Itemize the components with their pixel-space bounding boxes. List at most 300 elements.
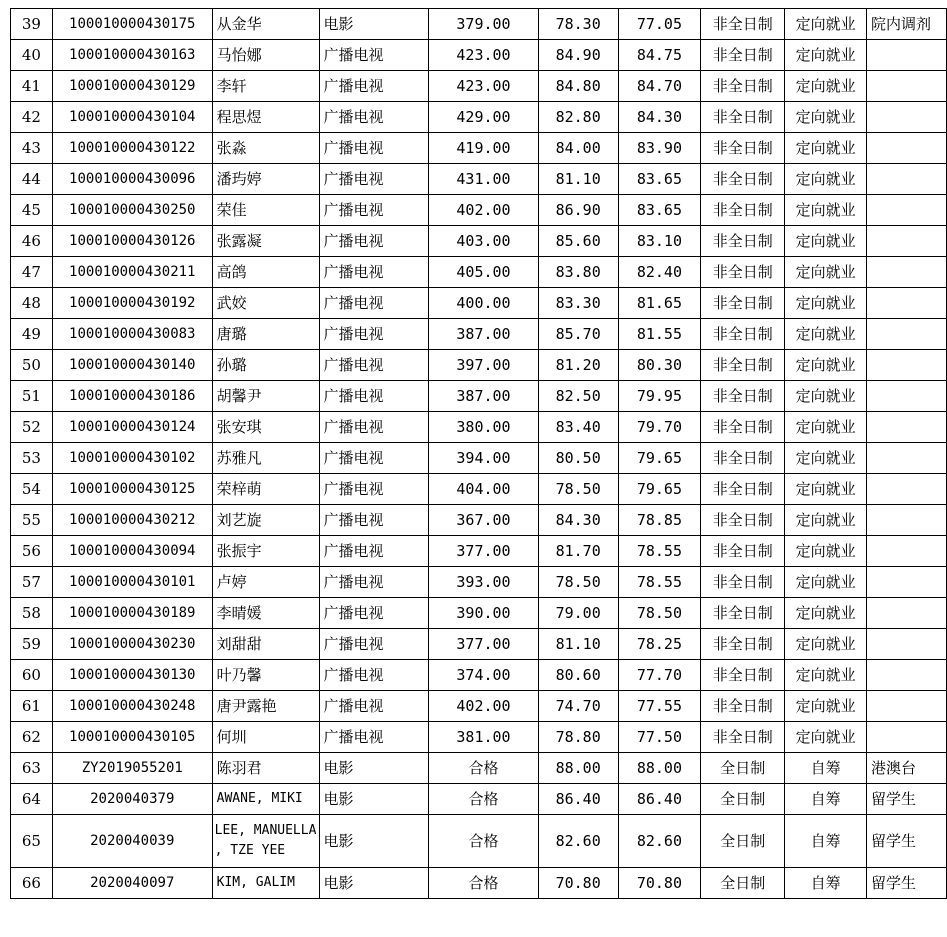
major-cell: 广播电视	[319, 195, 429, 226]
retest-score-cell: 85.70	[538, 319, 618, 350]
study-mode-cell: 全日制	[701, 753, 785, 784]
study-mode-cell: 非全日制	[701, 102, 785, 133]
exam-id-cell: 100010000430230	[52, 629, 212, 660]
employment-type-cell: 定向就业	[785, 9, 867, 40]
retest-score-cell: 79.00	[538, 598, 618, 629]
exam-id-cell: 100010000430096	[52, 164, 212, 195]
study-mode-cell: 全日制	[701, 815, 785, 868]
employment-type-cell: 定向就业	[785, 505, 867, 536]
major-cell: 广播电视	[319, 133, 429, 164]
remark-cell	[867, 102, 947, 133]
preliminary-score-cell: 419.00	[429, 133, 539, 164]
exam-id-cell: 100010000430250	[52, 195, 212, 226]
retest-score-cell: 78.50	[538, 474, 618, 505]
employment-type-cell: 定向就业	[785, 381, 867, 412]
student-name-cell: 何圳	[212, 722, 319, 753]
row-number-cell: 50	[11, 350, 53, 381]
retest-score-cell: 81.20	[538, 350, 618, 381]
exam-id-cell: 100010000430192	[52, 288, 212, 319]
total-score-cell: 83.90	[618, 133, 701, 164]
major-cell: 广播电视	[319, 691, 429, 722]
total-score-cell: 79.70	[618, 412, 701, 443]
row-number-cell: 44	[11, 164, 53, 195]
major-cell: 电影	[319, 868, 429, 899]
major-cell: 电影	[319, 815, 429, 868]
row-number-cell: 55	[11, 505, 53, 536]
remark-cell	[867, 195, 947, 226]
study-mode-cell: 非全日制	[701, 412, 785, 443]
retest-score-cell: 83.40	[538, 412, 618, 443]
row-number-cell: 54	[11, 474, 53, 505]
employment-type-cell: 定向就业	[785, 195, 867, 226]
employment-type-cell: 定向就业	[785, 40, 867, 71]
exam-id-cell: 100010000430083	[52, 319, 212, 350]
study-mode-cell: 非全日制	[701, 598, 785, 629]
remark-cell: 留学生	[867, 815, 947, 868]
admission-results-table	[10, 8, 947, 899]
exam-id-cell: 100010000430211	[52, 257, 212, 288]
student-name-cell: 高鸽	[212, 257, 319, 288]
preliminary-score-cell: 合格	[429, 815, 539, 868]
student-name-cell: 马怡娜	[212, 40, 319, 71]
student-name-cell: 武姣	[212, 288, 319, 319]
remark-cell	[867, 598, 947, 629]
table-row	[11, 629, 947, 660]
exam-id-cell: 100010000430140	[52, 350, 212, 381]
employment-type-cell: 定向就业	[785, 226, 867, 257]
preliminary-score-cell: 431.00	[429, 164, 539, 195]
major-cell: 广播电视	[319, 443, 429, 474]
major-cell: 广播电视	[319, 350, 429, 381]
row-number-cell: 48	[11, 288, 53, 319]
retest-score-cell: 88.00	[538, 753, 618, 784]
student-name-cell: 李轩	[212, 71, 319, 102]
remark-cell	[867, 381, 947, 412]
employment-type-cell: 定向就业	[785, 257, 867, 288]
employment-type-cell: 定向就业	[785, 660, 867, 691]
remark-cell	[867, 536, 947, 567]
student-name-cell: 张露凝	[212, 226, 319, 257]
student-name-cell: 从金华	[212, 9, 319, 40]
student-name-cell: 刘艺旋	[212, 505, 319, 536]
preliminary-score-cell: 387.00	[429, 381, 539, 412]
student-name-cell: AWANE, MIKI	[212, 784, 319, 815]
major-cell: 广播电视	[319, 102, 429, 133]
exam-id-cell: 100010000430122	[52, 133, 212, 164]
table-row	[11, 164, 947, 195]
preliminary-score-cell: 374.00	[429, 660, 539, 691]
row-number-cell: 63	[11, 753, 53, 784]
retest-score-cell: 78.80	[538, 722, 618, 753]
preliminary-score-cell: 合格	[429, 753, 539, 784]
preliminary-score-cell: 397.00	[429, 350, 539, 381]
preliminary-score-cell: 405.00	[429, 257, 539, 288]
preliminary-score-cell: 393.00	[429, 567, 539, 598]
student-name-cell: 孙璐	[212, 350, 319, 381]
preliminary-score-cell: 390.00	[429, 598, 539, 629]
table-row	[11, 784, 947, 815]
table-row	[11, 691, 947, 722]
major-cell: 广播电视	[319, 536, 429, 567]
major-cell: 广播电视	[319, 288, 429, 319]
row-number-cell: 60	[11, 660, 53, 691]
retest-score-cell: 81.10	[538, 629, 618, 660]
row-number-cell: 61	[11, 691, 53, 722]
major-cell: 广播电视	[319, 660, 429, 691]
table-row	[11, 598, 947, 629]
total-score-cell: 78.55	[618, 567, 701, 598]
total-score-cell: 77.55	[618, 691, 701, 722]
exam-id-cell: 100010000430186	[52, 381, 212, 412]
total-score-cell: 86.40	[618, 784, 701, 815]
row-number-cell: 59	[11, 629, 53, 660]
exam-id-cell: 100010000430104	[52, 102, 212, 133]
retest-score-cell: 86.90	[538, 195, 618, 226]
remark-cell	[867, 257, 947, 288]
study-mode-cell: 非全日制	[701, 567, 785, 598]
exam-id-cell: 100010000430189	[52, 598, 212, 629]
row-number-cell: 65	[11, 815, 53, 868]
major-cell: 广播电视	[319, 40, 429, 71]
table-row	[11, 722, 947, 753]
row-number-cell: 45	[11, 195, 53, 226]
row-number-cell: 46	[11, 226, 53, 257]
student-name-cell: 唐璐	[212, 319, 319, 350]
remark-cell	[867, 629, 947, 660]
study-mode-cell: 非全日制	[701, 536, 785, 567]
study-mode-cell: 非全日制	[701, 319, 785, 350]
study-mode-cell: 非全日制	[701, 722, 785, 753]
table-row	[11, 226, 947, 257]
student-name-cell: 陈羽君	[212, 753, 319, 784]
remark-cell	[867, 474, 947, 505]
preliminary-score-cell: 377.00	[429, 629, 539, 660]
row-number-cell: 58	[11, 598, 53, 629]
major-cell: 广播电视	[319, 319, 429, 350]
remark-cell	[867, 133, 947, 164]
major-cell: 广播电视	[319, 226, 429, 257]
employment-type-cell: 定向就业	[785, 691, 867, 722]
employment-type-cell: 自筹	[785, 753, 867, 784]
preliminary-score-cell: 合格	[429, 784, 539, 815]
exam-id-cell: 100010000430175	[52, 9, 212, 40]
table-row	[11, 350, 947, 381]
total-score-cell: 79.95	[618, 381, 701, 412]
remark-cell: 港澳台	[867, 753, 947, 784]
table-row	[11, 381, 947, 412]
exam-id-cell: 100010000430130	[52, 660, 212, 691]
exam-id-cell: 100010000430101	[52, 567, 212, 598]
remark-cell	[867, 660, 947, 691]
table-row	[11, 133, 947, 164]
exam-id-cell: 100010000430129	[52, 71, 212, 102]
study-mode-cell: 非全日制	[701, 474, 785, 505]
total-score-cell: 81.55	[618, 319, 701, 350]
employment-type-cell: 自筹	[785, 868, 867, 899]
retest-score-cell: 80.50	[538, 443, 618, 474]
table-row	[11, 195, 947, 226]
row-number-cell: 53	[11, 443, 53, 474]
table-body	[11, 9, 947, 899]
retest-score-cell: 86.40	[538, 784, 618, 815]
table-row	[11, 660, 947, 691]
study-mode-cell: 非全日制	[701, 40, 785, 71]
total-score-cell: 79.65	[618, 443, 701, 474]
total-score-cell: 78.85	[618, 505, 701, 536]
student-name-cell: 胡馨尹	[212, 381, 319, 412]
remark-cell	[867, 164, 947, 195]
preliminary-score-cell: 402.00	[429, 691, 539, 722]
preliminary-score-cell: 377.00	[429, 536, 539, 567]
total-score-cell: 82.40	[618, 257, 701, 288]
table-row	[11, 9, 947, 40]
row-number-cell: 41	[11, 71, 53, 102]
total-score-cell: 83.65	[618, 195, 701, 226]
remark-cell	[867, 443, 947, 474]
study-mode-cell: 非全日制	[701, 505, 785, 536]
total-score-cell: 80.30	[618, 350, 701, 381]
preliminary-score-cell: 403.00	[429, 226, 539, 257]
study-mode-cell: 非全日制	[701, 691, 785, 722]
major-cell: 广播电视	[319, 257, 429, 288]
table-row	[11, 319, 947, 350]
total-score-cell: 78.50	[618, 598, 701, 629]
employment-type-cell: 定向就业	[785, 567, 867, 598]
preliminary-score-cell: 402.00	[429, 195, 539, 226]
retest-score-cell: 70.80	[538, 868, 618, 899]
table-row	[11, 567, 947, 598]
total-score-cell: 88.00	[618, 753, 701, 784]
row-number-cell: 57	[11, 567, 53, 598]
total-score-cell: 70.80	[618, 868, 701, 899]
table-row	[11, 868, 947, 899]
employment-type-cell: 定向就业	[785, 629, 867, 660]
retest-score-cell: 78.30	[538, 9, 618, 40]
row-number-cell: 51	[11, 381, 53, 412]
preliminary-score-cell: 379.00	[429, 9, 539, 40]
study-mode-cell: 非全日制	[701, 133, 785, 164]
exam-id-cell: 100010000430105	[52, 722, 212, 753]
retest-score-cell: 82.80	[538, 102, 618, 133]
retest-score-cell: 82.50	[538, 381, 618, 412]
study-mode-cell: 非全日制	[701, 164, 785, 195]
table-row	[11, 815, 947, 868]
row-number-cell: 62	[11, 722, 53, 753]
student-name-cell: LEE, MANUELLA , TZE YEE	[212, 815, 319, 868]
table-row	[11, 505, 947, 536]
major-cell: 电影	[319, 784, 429, 815]
row-number-cell: 66	[11, 868, 53, 899]
major-cell: 广播电视	[319, 381, 429, 412]
major-cell: 广播电视	[319, 164, 429, 195]
employment-type-cell: 定向就业	[785, 71, 867, 102]
exam-id-cell: 100010000430094	[52, 536, 212, 567]
retest-score-cell: 84.90	[538, 40, 618, 71]
remark-cell	[867, 412, 947, 443]
remark-cell: 留学生	[867, 784, 947, 815]
study-mode-cell: 非全日制	[701, 226, 785, 257]
employment-type-cell: 定向就业	[785, 133, 867, 164]
study-mode-cell: 非全日制	[701, 71, 785, 102]
student-name-cell: 张安琪	[212, 412, 319, 443]
preliminary-score-cell: 404.00	[429, 474, 539, 505]
total-score-cell: 84.30	[618, 102, 701, 133]
exam-id-cell: 100010000430125	[52, 474, 212, 505]
row-number-cell: 52	[11, 412, 53, 443]
major-cell: 广播电视	[319, 505, 429, 536]
exam-id-cell: 2020040097	[52, 868, 212, 899]
table-row	[11, 536, 947, 567]
total-score-cell: 83.10	[618, 226, 701, 257]
table-row	[11, 412, 947, 443]
retest-score-cell: 85.60	[538, 226, 618, 257]
exam-id-cell: 100010000430126	[52, 226, 212, 257]
major-cell: 广播电视	[319, 71, 429, 102]
study-mode-cell: 非全日制	[701, 9, 785, 40]
student-name-cell: 李晴媛	[212, 598, 319, 629]
employment-type-cell: 定向就业	[785, 288, 867, 319]
table-row	[11, 753, 947, 784]
total-score-cell: 81.65	[618, 288, 701, 319]
total-score-cell: 84.75	[618, 40, 701, 71]
study-mode-cell: 非全日制	[701, 350, 785, 381]
table-row	[11, 102, 947, 133]
row-number-cell: 47	[11, 257, 53, 288]
employment-type-cell: 自筹	[785, 815, 867, 868]
retest-score-cell: 81.10	[538, 164, 618, 195]
exam-id-cell: 100010000430124	[52, 412, 212, 443]
preliminary-score-cell: 400.00	[429, 288, 539, 319]
study-mode-cell: 全日制	[701, 784, 785, 815]
retest-score-cell: 82.60	[538, 815, 618, 868]
remark-cell	[867, 505, 947, 536]
employment-type-cell: 定向就业	[785, 598, 867, 629]
row-number-cell: 39	[11, 9, 53, 40]
study-mode-cell: 非全日制	[701, 443, 785, 474]
total-score-cell: 77.70	[618, 660, 701, 691]
preliminary-score-cell: 423.00	[429, 71, 539, 102]
student-name-cell: 潘玙婷	[212, 164, 319, 195]
remark-cell	[867, 691, 947, 722]
preliminary-score-cell: 合格	[429, 868, 539, 899]
preliminary-score-cell: 381.00	[429, 722, 539, 753]
student-name-cell: 荣佳	[212, 195, 319, 226]
preliminary-score-cell: 387.00	[429, 319, 539, 350]
retest-score-cell: 83.30	[538, 288, 618, 319]
table-row	[11, 257, 947, 288]
student-name-cell: 叶乃馨	[212, 660, 319, 691]
study-mode-cell: 非全日制	[701, 660, 785, 691]
employment-type-cell: 自筹	[785, 784, 867, 815]
preliminary-score-cell: 367.00	[429, 505, 539, 536]
retest-score-cell: 80.60	[538, 660, 618, 691]
employment-type-cell: 定向就业	[785, 319, 867, 350]
employment-type-cell: 定向就业	[785, 164, 867, 195]
retest-score-cell: 74.70	[538, 691, 618, 722]
study-mode-cell: 非全日制	[701, 288, 785, 319]
student-name-cell: 刘甜甜	[212, 629, 319, 660]
exam-id-cell: 2020040379	[52, 784, 212, 815]
remark-cell	[867, 71, 947, 102]
row-number-cell: 43	[11, 133, 53, 164]
remark-cell	[867, 40, 947, 71]
table-row	[11, 474, 947, 505]
study-mode-cell: 非全日制	[701, 629, 785, 660]
table-row	[11, 443, 947, 474]
major-cell: 广播电视	[319, 629, 429, 660]
table-row	[11, 40, 947, 71]
exam-id-cell: 2020040039	[52, 815, 212, 868]
employment-type-cell: 定向就业	[785, 412, 867, 443]
retest-score-cell: 81.70	[538, 536, 618, 567]
major-cell: 广播电视	[319, 567, 429, 598]
major-cell: 广播电视	[319, 412, 429, 443]
remark-cell	[867, 226, 947, 257]
major-cell: 电影	[319, 753, 429, 784]
total-score-cell: 79.65	[618, 474, 701, 505]
retest-score-cell: 78.50	[538, 567, 618, 598]
row-number-cell: 56	[11, 536, 53, 567]
major-cell: 广播电视	[319, 722, 429, 753]
total-score-cell: 84.70	[618, 71, 701, 102]
retest-score-cell: 83.80	[538, 257, 618, 288]
student-name-cell: 程思煜	[212, 102, 319, 133]
total-score-cell: 77.50	[618, 722, 701, 753]
student-name-cell: 苏雅凡	[212, 443, 319, 474]
preliminary-score-cell: 380.00	[429, 412, 539, 443]
remark-cell	[867, 288, 947, 319]
employment-type-cell: 定向就业	[785, 443, 867, 474]
table-row	[11, 288, 947, 319]
total-score-cell: 82.60	[618, 815, 701, 868]
preliminary-score-cell: 429.00	[429, 102, 539, 133]
study-mode-cell: 全日制	[701, 868, 785, 899]
retest-score-cell: 84.80	[538, 71, 618, 102]
student-name-cell: 荣梓萌	[212, 474, 319, 505]
exam-id-cell: 100010000430163	[52, 40, 212, 71]
remark-cell: 留学生	[867, 868, 947, 899]
major-cell: 广播电视	[319, 598, 429, 629]
employment-type-cell: 定向就业	[785, 474, 867, 505]
remark-cell	[867, 567, 947, 598]
total-score-cell: 83.65	[618, 164, 701, 195]
row-number-cell: 64	[11, 784, 53, 815]
employment-type-cell: 定向就业	[785, 350, 867, 381]
row-number-cell: 49	[11, 319, 53, 350]
student-name-cell: 卢婷	[212, 567, 319, 598]
table-row	[11, 71, 947, 102]
study-mode-cell: 非全日制	[701, 381, 785, 412]
row-number-cell: 42	[11, 102, 53, 133]
total-score-cell: 77.05	[618, 9, 701, 40]
total-score-cell: 78.55	[618, 536, 701, 567]
student-name-cell: 张振宇	[212, 536, 319, 567]
student-name-cell: KIM, GALIM	[212, 868, 319, 899]
remark-cell	[867, 319, 947, 350]
exam-id-cell: ZY2019055201	[52, 753, 212, 784]
exam-id-cell: 100010000430212	[52, 505, 212, 536]
employment-type-cell: 定向就业	[785, 722, 867, 753]
exam-id-cell: 100010000430102	[52, 443, 212, 474]
employment-type-cell: 定向就业	[785, 536, 867, 567]
preliminary-score-cell: 423.00	[429, 40, 539, 71]
retest-score-cell: 84.00	[538, 133, 618, 164]
remark-cell	[867, 350, 947, 381]
study-mode-cell: 非全日制	[701, 195, 785, 226]
total-score-cell: 78.25	[618, 629, 701, 660]
remark-cell: 院内调剂	[867, 9, 947, 40]
row-number-cell: 40	[11, 40, 53, 71]
